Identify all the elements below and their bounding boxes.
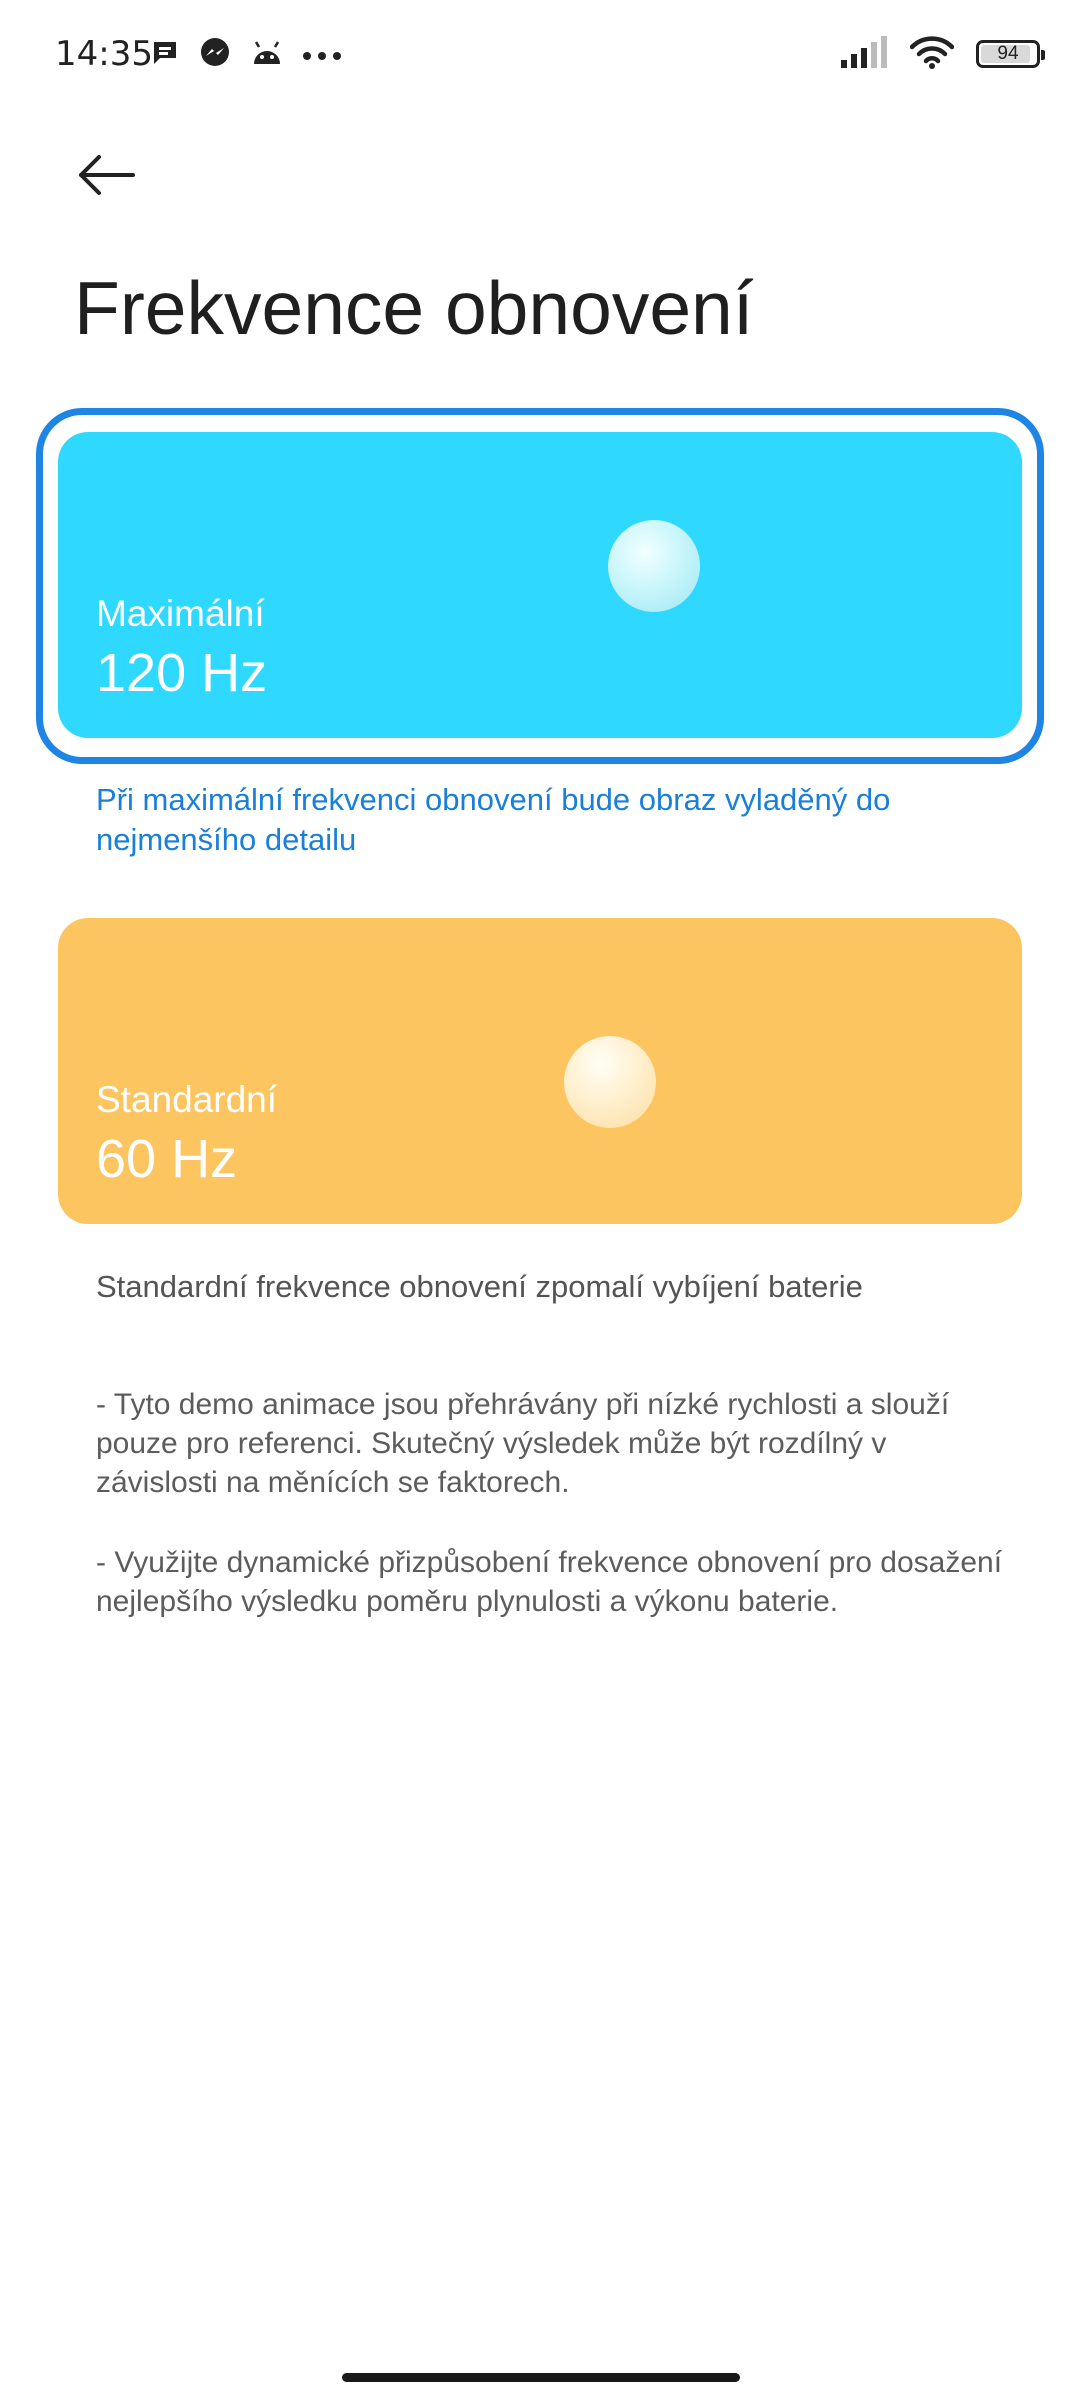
messenger-icon — [198, 36, 232, 74]
option-label: Standardní — [96, 1079, 278, 1120]
battery-icon — [976, 40, 1040, 68]
option-value: 120 Hz — [96, 643, 268, 703]
option-value: 60 Hz — [96, 1129, 238, 1189]
wifi-icon — [910, 35, 954, 73]
home-indicator[interactable] — [342, 2373, 740, 2382]
message-icon — [150, 38, 180, 72]
option-description-max: Při maximální frekvenci obnovení bude obraz vyladěný do nejmenšího detailu — [96, 782, 891, 857]
signal-icon — [840, 36, 888, 72]
status-time: 14:35 — [55, 34, 153, 74]
android-icon — [250, 38, 284, 72]
more-dots-icon — [302, 46, 342, 65]
note-dynamic-refresh: - Využijte dynamické přizpůsobení frekvence obnovení pro dosažení nejlepšího výsledku poměru plynulosti a výkonu baterie. — [96, 1546, 1003, 1618]
option-card-standard[interactable] — [58, 918, 1022, 1224]
option-label: Maximální — [96, 593, 265, 634]
battery-percentage: 94 — [997, 43, 1019, 64]
arrow-left-icon — [77, 154, 137, 196]
option-description-standard: Standardní frekvence obnovení zpomalí vybíjení baterie — [96, 1269, 863, 1304]
back-button[interactable] — [62, 130, 152, 220]
notification-icons — [150, 36, 342, 74]
option-card-max[interactable] — [58, 432, 1022, 738]
status-bar — [0, 0, 1080, 110]
animation-ball — [608, 520, 700, 612]
page-title: Frekvence obnovení — [74, 266, 754, 350]
note-demo-animation: - Tyto demo animace jsou přehrávány při nízké rychlosti a slouží pouze pro referenci. Skutečný výsledek může být rozdílný v závislosti na měnících se faktorech. — [96, 1388, 950, 1499]
animation-ball — [564, 1036, 656, 1128]
system-icons — [840, 34, 1040, 74]
